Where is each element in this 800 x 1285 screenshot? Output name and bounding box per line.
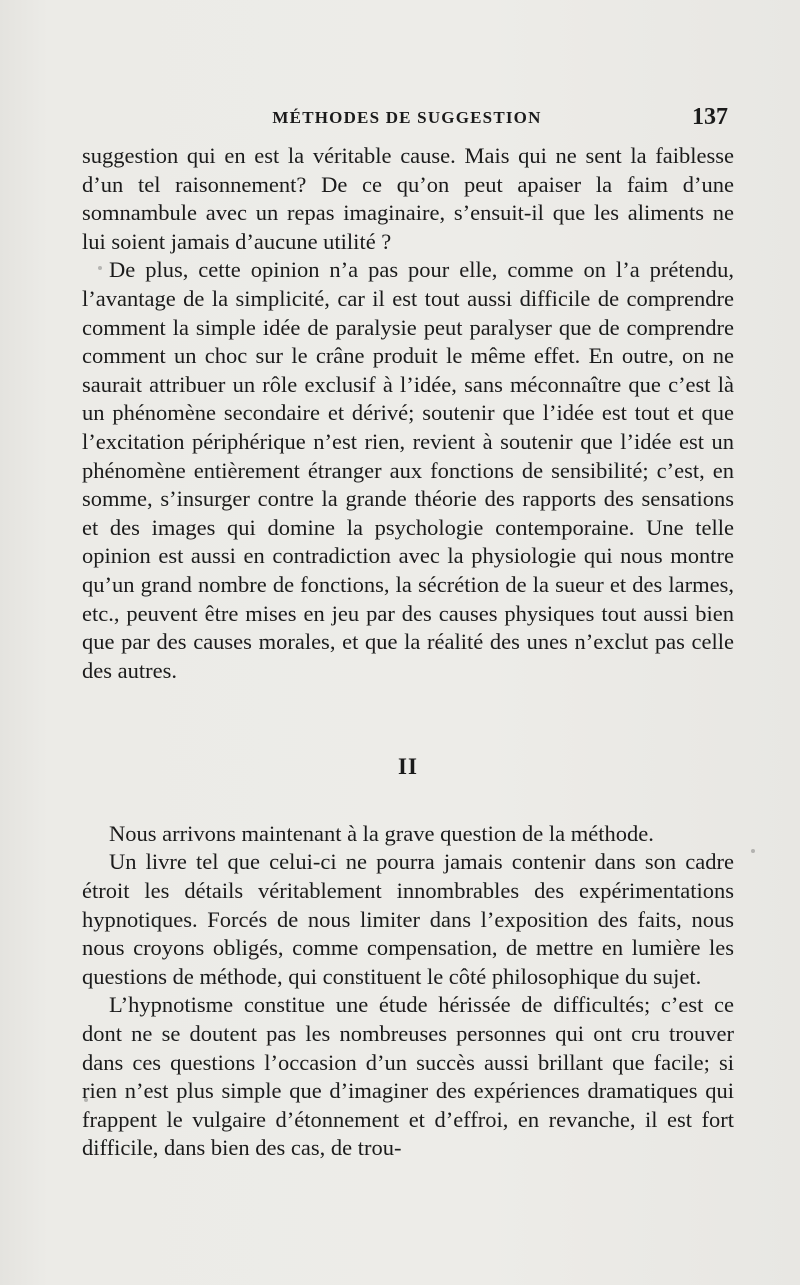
printing-mark [84,1098,88,1102]
running-title: MÉTHODES DE SUGGESTION [272,108,542,127]
paragraph-simplicity-argument: De plus, cette opinion n’a pas pour elle, comme on l’a prétendu, l’avantage de la simplicité, car il est tout aussi difficile de comprendre comment la simple idée de paralysie peut paralyser que de comprendre comment un choc sur le crâne produit le même effet. En outre, on ne saurait attribuer un rôle exclusif à l’idée, sans méconnaître que c’est là un phénomène secondaire et dérivé; soutenir que l’idée est tout et que l’excitation périphérique n’est rien, revient à soutenir que l’idée est un phénomène entièrement étranger aux fonctions de sensibilité; c’est, en somme, s’insurger contre la grande théorie des rapports des sensations et des images qui domine la psychologie contemporaine. Une telle opinion est aussi en contradiction avec la physiologie qui nous montre qu’un grand nombre de fonctions, la sécrétion de la sueur et des larmes, etc., peuvent être mises en jeu par des causes physiques tout aussi bien que par des causes morales, et que la réalité des unes n’exclut pas celle des autres. [82,257,734,683]
paragraph-hypnotism-difficulties: L’hypnotisme constitue une étude hérissée de difficultés; c’est ce dont ne se doutent pas les nombreuses personnes qui ont cru trouver dans ces questions l’occasion d’un succès aussi brillant que facile; si rien n’est plus simple que d’imaginer des expériences dramatiques qui frappent le vulgaire d’étonnement et d’effroi, en revanche, il est fort difficile, dans bien des cas, de trou- [82,992,734,1161]
paragraph-book-scope: Un livre tel que celui-ci ne pourra jamais contenir dans son cadre étroit les détails véritablement innombrables des expérimentations hypnotiques. Forcés de nous limiter dans l’exposition des faits, nous nous croyons obligés, comme compensation, de mettre en lumière les questions de méthode, qui constituent le côté philosophique du sujet. [82,849,734,989]
section-heading: II [398,754,418,780]
body-text [82,142,734,1163]
printing-mark [98,266,102,270]
page-number: 137 [692,104,728,130]
running-head [82,106,732,136]
printing-mark [751,849,755,853]
paragraph-method-question: Nous arrivons maintenant à la grave question de la méthode. [109,820,654,846]
paragraph-continuation: suggestion qui en est la véritable cause. Mais qui ne sent la faiblesse d’un tel raisonnement? De ce qu’on peut apaiser la faim d’une somnambule avec un repas imaginaire, s’ensuit-il que les aliments ne lui soient jamais d’aucune utilité ? [82,143,734,254]
